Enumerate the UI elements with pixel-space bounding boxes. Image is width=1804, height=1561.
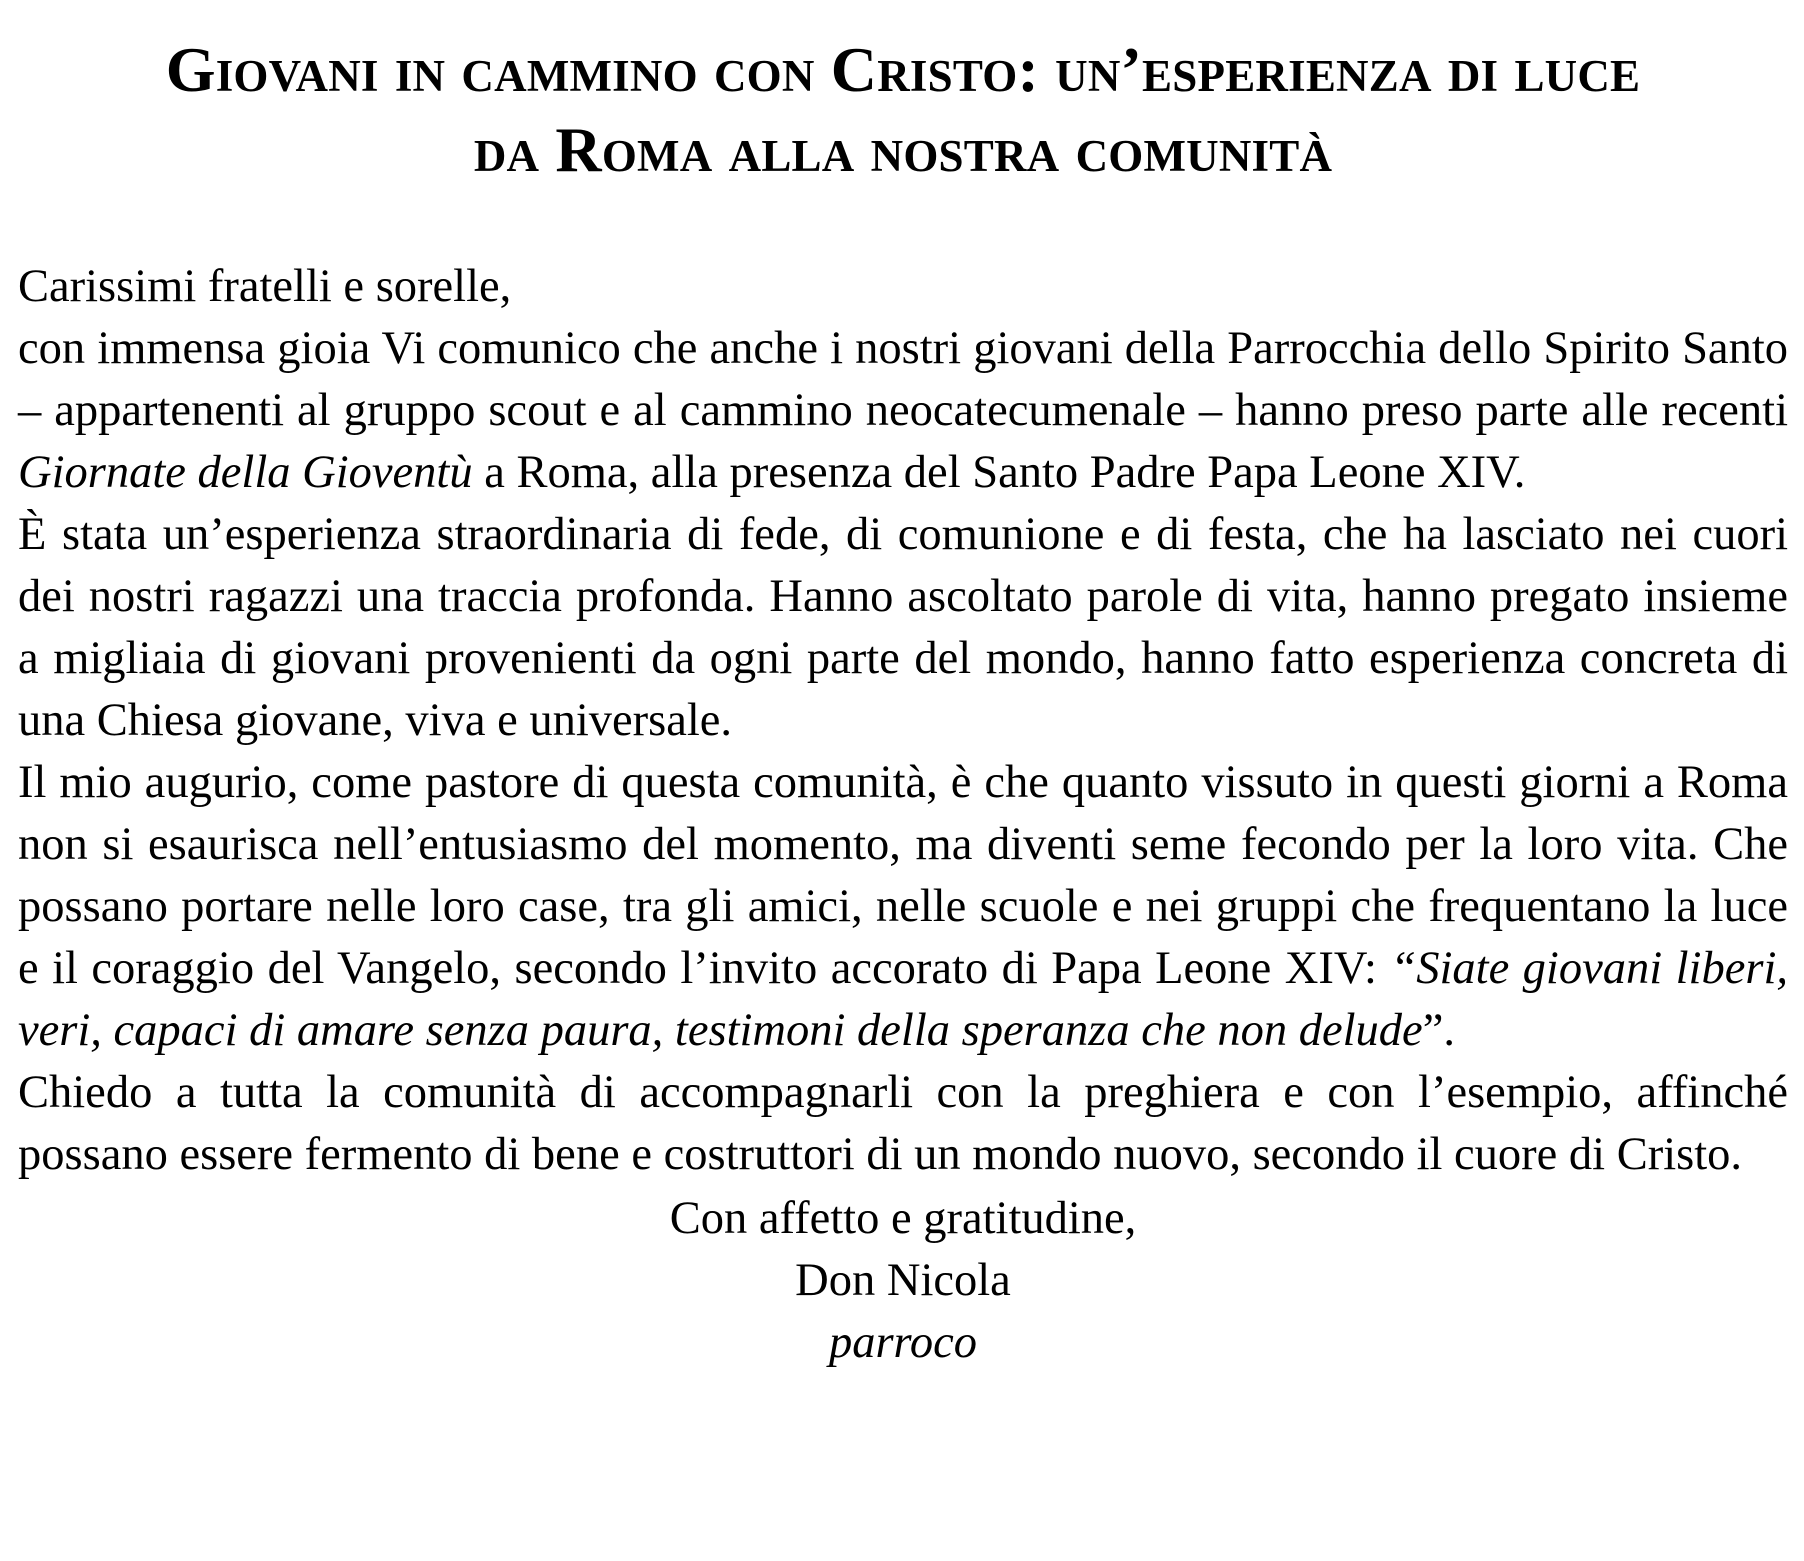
paragraph-announcement-text-1: con immensa gioia Vi comunico che anche i nostri giovani della Parrocchia dello Spirito Santo – appartenenti al gruppo scout e al cammino neocatecumenale – hanno preso parte alle recenti [18, 323, 1788, 436]
signature-block [18, 1188, 1788, 1374]
letter-body [18, 256, 1788, 1186]
letter-page [18, 30, 1788, 1374]
page-title [18, 30, 1788, 190]
pope-quote: “Siate giovani liberi, veri, capaci di amare senza paura, testimoni della speranza che non delude [18, 943, 1788, 1056]
closing-line: Con affetto e gratitudine, [669, 1193, 1137, 1244]
paragraph-wish [18, 752, 1788, 1062]
greeting: Carissimi fratelli e sorelle, [18, 261, 512, 312]
pope-quote-closing: ”. [1422, 1005, 1455, 1056]
event-name: Giornate della Gioventù [18, 447, 473, 498]
signer-role: parroco [828, 1317, 978, 1368]
paragraph-request: Chiedo a tutta la comunità di accompagnarli con la preghiera e con l’esempio, affinché possano essere fermento di bene e costruttori di un mondo nuovo, secondo il cuore di Cristo. [18, 1067, 1788, 1180]
title-line-2: da Roma alla nostra comunità [473, 114, 1333, 185]
title-line-1: Giovani in cammino con Cristo: un’esperienza di luce [165, 34, 1641, 105]
paragraph-experience: È stata un’esperienza straordinaria di fede, di comunione e di festa, che ha lasciato nei cuori dei nostri ragazzi una traccia profonda. Hanno ascoltato parole di vita, hanno pregato insieme a migliaia di giovani provenienti da ogni parte del mondo, hanno fatto esperienza concreta di una Chiesa giovane, viva e universale. [18, 509, 1788, 746]
paragraph-wish-text: Il mio augurio, come pastore di questa comunità, è che quanto vissuto in questi giorni a Roma non si esaurisca nell’entusiasmo del momento, ma diventi seme fecondo per la loro vita. Che possano portare nelle loro case, tra gli amici, nelle scuole e nei gruppi che frequentano la luce e il coraggio del Vangelo, secondo l’invito accorato di Papa Leone XIV: [18, 757, 1788, 994]
signer-name: Don Nicola [795, 1255, 1011, 1306]
paragraph-announcement-text-2: a Roma, alla presenza del Santo Padre Papa Leone XIV. [472, 447, 1526, 498]
paragraph-announcement [18, 318, 1788, 504]
